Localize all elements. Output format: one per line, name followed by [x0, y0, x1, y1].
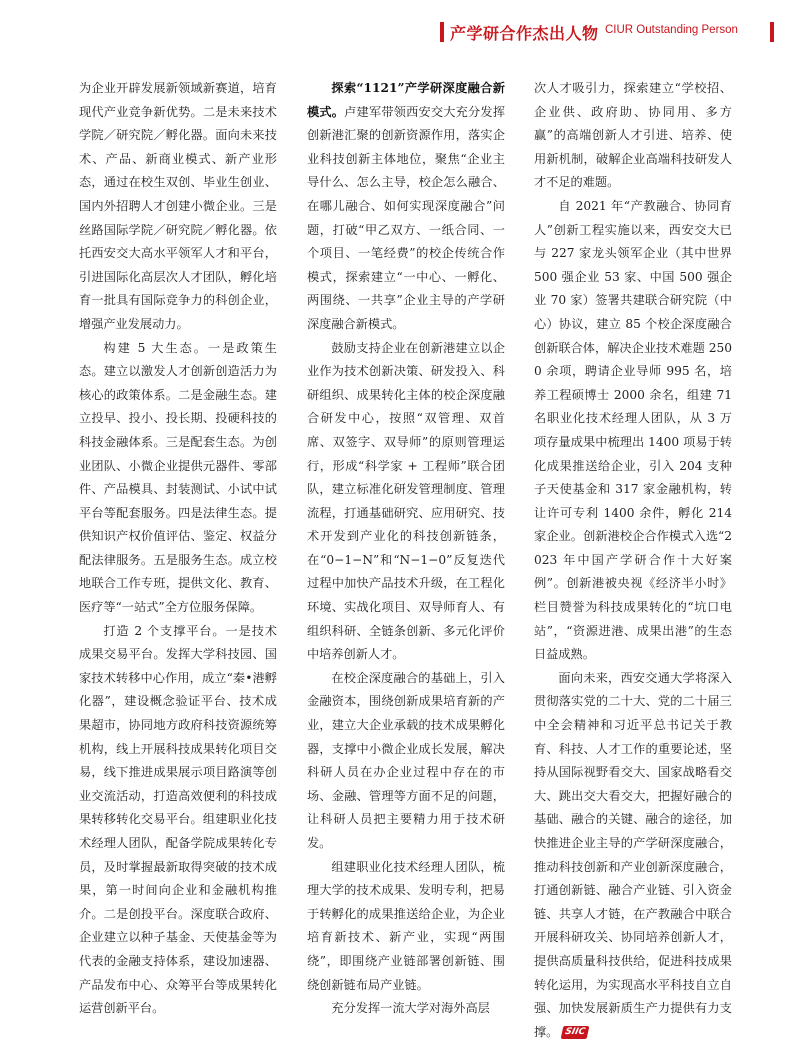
paragraph: 在校企深度融合的基础上，引入金融资本，围绕创新成果培育新的产业，建立大企业承载的技术成果孵化器，支撑中小微企业成长发展，解决科研人员在办企业过程中存在的市场、金融、管理等方面不足的问题，让科研人员把主要精力用于技术研发。 [307, 670, 505, 850]
paragraph: 自 2021 年“产教融合、协同育人”创新工程实施以来，西安交大已与 227 家龙头领军企业（其中世界 500 强企业 53 家、中国 500 强企业 70 家）签署共建联合研究院（中心）协议，建立 85 个校企深度融合创新联合体，解决企业技术难题 2500 余项，聘请企业导师 995 名，培养工程硕博士 2000 余名，组建 71 名职业化技术经理人团队，从 3 万项存量成果中梳理出 1400 项易于转化成果推送给企业，引入 204 支种子天使基金和 317 家金融机构，转让许可专利 1400 余件，孵化 214 家企业。创新港校企合作模式入选“2023 年中国产学研合作十大好案例”。创新港被央视《经济半小时》栏目赞誉为科技成果转化的“坑口电站”，“资源进港、成果出港”的生态日益成熟。 [534, 198, 732, 662]
article-column-2 [307, 77, 505, 1021]
article-column-1 [79, 77, 277, 1021]
paragraph-final [534, 667, 732, 1044]
section-subtitle: CIUR Outstanding Person [605, 24, 738, 36]
header-accent-bar-right [770, 22, 774, 42]
section-title: 产学研合作杰出人物 [450, 24, 599, 43]
end-mark-logo: SIIC [561, 1026, 590, 1039]
article-column-3 [534, 77, 732, 1044]
paragraph-with-lead [307, 77, 505, 337]
paragraph-lead-heading: 探索“1121”产学研深度融合新模式。 [307, 81, 505, 119]
page-header [440, 22, 780, 46]
paragraph: 为企业开辟发展新领域新赛道，培育现代产业竞争新优势。二是未来技术学院／研究院／孵化器。面向未来技术、产品、新商业模式、新产业形态，通过在校生双创、毕业生创业、国内外招聘人才创建小微企业。三是丝路国际学院／研究院／孵化器。依托西安交大高水平领军人才和平台，引进国际化高层次人才团队，孵化培育一批具有国际竞争力的科创企业，增强产业发展动力。 [79, 81, 277, 331]
paragraph-body: 面向未来，西安交通大学将深入贯彻落实党的二十大、党的二十届三中全会精神和习近平总书记关于教育、科技、人才工作的重要论述，坚持从国际视野看交大、国家战略看交大、跳出交大看交大，把握好融合的基础、融合的关键、融合的途径，加快推进企业主导的产学研深度融合，推动科技创新和产业创新深度融合，打通创新链、融合产业链、引入资金链、共享人才链，在产教融合中联合开展科研攻关、协同培养创新人才，提供高质量科技供给，促进科技成果转化运用，为实现高水平科技自立自强、加快发展新质生产力提供有力支撑。 [534, 670, 732, 1039]
header-accent-bar-left [440, 22, 444, 42]
paragraph: 构建 5 大生态。一是政策生态。建立以激发人才创新创造活力为核心的政策体系。二是金融生态。建立投早、投小、投长期、投硬科技的科技金融体系。三是配套生态。为创业团队、小微企业提供元器件、零部件、产品模具、封装测试、小试中试平台等配套服务。四是法律生态。提供知识产权价值评估、鉴定、权益分配法律服务。五是服务生态。成立校地联合工作专班，提供文化、教育、医疗等“一站式”全方位服务保障。 [79, 340, 277, 615]
paragraph: 打造 2 个支撑平台。一是技术成果交易平台。发挥大学科技园、国家技术转移中心作用，成立“秦•港孵化器”，建设概念验证平台、技术成果超市，协同地方政府科技资源统筹机构，线上开展科技成果转化项目交易，线下推进成果展示项目路演等创业交流活动，打造高效便利的科技成果转移转化交易平台。组建职业化技术经理人团队，配备学院成果转化专员，及时掌握最新取得突破的技术成果，第一时间向企业和金融机构推介。二是创投平台。深度联合政府、企业建立以种子基金、天使基金等为代表的金融支持体系，建设加速器、产品发布中心、众筹平台等成果转化运营创新平台。 [79, 623, 277, 1016]
paragraph: 组建职业化技术经理人团队，梳理大学的技术成果、发明专利，把易于转孵化的成果推送给企业，为企业培育新技术、新产业，实现“两围绕”，即围绕产业链部署创新链、围绕创新链布局产业链。 [307, 859, 505, 992]
paragraph-body: 卢建军带领西安交大充分发挥创新港汇聚的创新资源作用，落实企业科技创新主体地位，聚焦“企业主导什么、怎么主导，校企怎么融合、在哪儿融合、如何实现深度融合”问题，打破“甲乙双方、一纸合同、一个项目、一笔经费”的校企传统合作模式，探索建立“一中心、一孵化、两围绕、一共享”企业主导的产学研深度融合新模式。 [307, 104, 506, 331]
paragraph: 次人才吸引力，探索建立“学校招、企业供、政府助、协同用、多方赢”的高端创新人才引进、培养、使用新机制，破解企业高端科技研发人才不足的难题。 [534, 81, 732, 190]
paragraph: 充分发挥一流大学对海外高层 [331, 1001, 490, 1016]
paragraph: 鼓励支持企业在创新港建立以企业作为技术创新决策、研发投入、科研组织、成果转化主体的校企深度融合研发中心，按照“双管理、双首席、双签字、双导师”的原则管理运行，形成“科学家 + 工程师”联合团队，建立标准化研发管理制度、管理流程，打通基础研究、应用研究、技术开发到产业化的科技创新链条，在“0−1−N”和“N−1−0”反复迭代过程中加快产品技术升级，在工程化环境、实战化项目、双导师育人、有组织科研、全链条创新、多元化评价中培养创新人才。 [307, 340, 505, 662]
